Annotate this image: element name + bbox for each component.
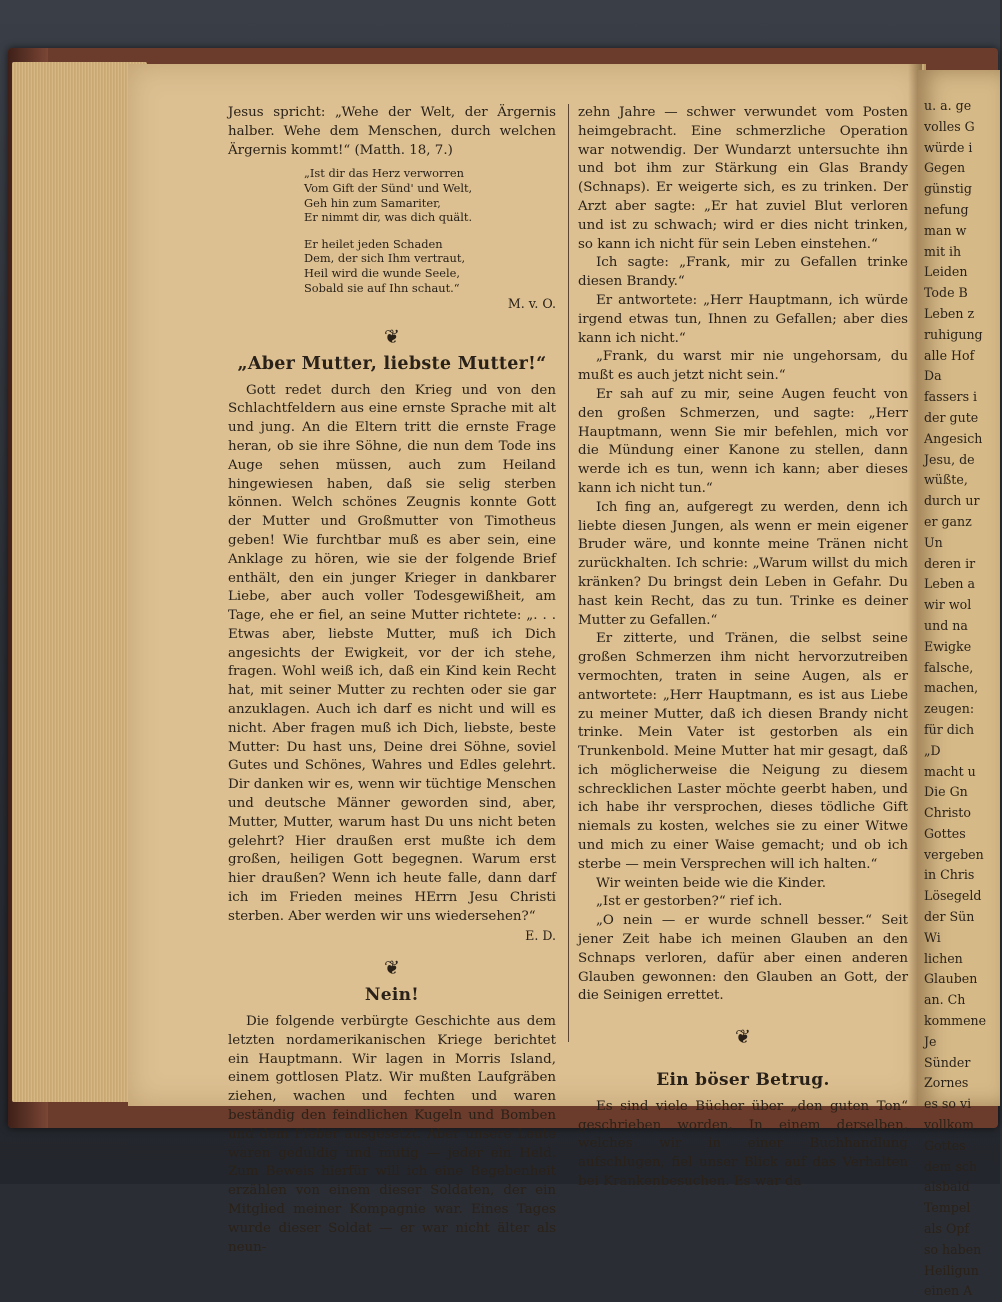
poem-stanza-gap — [304, 225, 556, 237]
right-page-line: alsbald — [924, 1179, 970, 1195]
right-page-line: Christo — [924, 805, 971, 821]
right-page-line: einen A — [924, 1283, 973, 1299]
right-page-line: der Sün — [924, 909, 975, 925]
right-page-line: Un — [924, 534, 943, 550]
right-page-line: Gottes — [924, 1137, 966, 1153]
right-page-line: wir wol — [924, 597, 972, 613]
right-page-line: macht u — [924, 763, 976, 779]
middle-paragraph: „O nein — er wurde schnell besser.“ Seit jener Zeit habe ich meinen Glauben an den Schnaps verloren, dafür aber einen anderen Glauben gewonnen: den Glauben an Gott, der die Seinigen errettet. — [578, 913, 908, 1004]
page-stack-edge — [12, 62, 147, 1102]
right-page-line: falsche, — [924, 659, 974, 675]
poem-line: „Ist dir das Herz verworren — [304, 166, 464, 181]
poem — [304, 166, 556, 295]
right-page-line: nefung — [924, 201, 969, 217]
middle-paragraph: Ich fing an, aufgeregt zu werden, denn ich liebte diesen Jungen, als wenn er mein eigener Bruder wäre, und konnte meine Tränen nicht zurückhalten. Ich schrie: „Warum willst du mich kränken? Du bringst dein Leben in Gefahr. Du hast kein Recht, das zu tun. Trinke es deiner Mutter zu Gefallen.“ — [578, 499, 908, 628]
column-rule — [568, 104, 569, 1042]
right-page-line: Glauben — [924, 971, 978, 987]
right-page-line: Leben a — [924, 576, 975, 592]
article-body-nein: Die folgende verbürgte Geschichte aus dem letzten nordamerikanischen Kriege berichtet ein Hauptmann. Wir lagen in Morris Island, einem gottlosen Platz. Wir mußten Laufgräben ziehen, wachen und fechten und waren beständig den feindlichen Kugeln und Bomben und dem Fieber ausgesetzt. Aber unsere Leute waren geduldig und mutig — jeder ein Held. Zum Beweis hierfür will ich eine Begebenheit erzählen von einem dieser Soldaten, der ein Mitglied meiner Kompagnie war. Eines Tages wurde dieser Soldat — er war nicht älter als neun- — [228, 1014, 556, 1255]
middle-paragraph: Ich sagte: „Frank, mir zu Gefallen trinke diesen Brandy.“ — [578, 255, 908, 290]
right-page-line: würde i — [924, 139, 973, 155]
right-page-line: ruhigung — [924, 326, 983, 342]
ornament-2: ❦ — [384, 957, 400, 980]
right-page-line: Sünder — [924, 1054, 971, 1070]
right-page-line: günstig — [924, 181, 972, 197]
right-page — [918, 70, 1000, 1299]
right-page-line: Gegen — [924, 160, 966, 176]
article-title-betrug: Ein böser Betrug. — [656, 1070, 830, 1091]
right-page-line: als Opf — [924, 1221, 970, 1237]
right-page-line: dem sch — [924, 1158, 978, 1174]
right-page-line: zeugen: — [924, 701, 975, 717]
right-page-line: Die Gn — [924, 784, 968, 800]
article-body-mutter: Gott redet durch den Krieg und von den Schlachtfeldern aus eine ernste Sprache mit alt und jung. An die Eltern tritt die ernste Frage heran, ob sie ihre Söhne, die nun dem Tode ins Auge sehen müssen, auch zum Heiland hingewiesen haben, daß sie selig sterben können. Welch schönes Zeugnis konnte Gott der Mutter und Großmutter von Timotheus geben! Wie furchtbar muß es aber sein, eine Anklage zu hören, wie sie der folgende Brief enthält, den ein junger Krieger in dankbarer Liebe, aber auch voller Todesgewißheit, am Tage, ehe er fiel, an seine Mutter richtete: „. . . Etwas aber, liebste Mutter, muß ich Dich angesichts der Ewigkeit, vor der ich stehe, fragen. Wohl weiß ich, daß ein Kind kein Recht hat, mit seiner Mutter zu rechten oder sie gar anzuklagen. Auch ich darf es nicht und will es nicht. Aber fragen muß ich Dich, liebste, beste Mutter: Du hast uns, Deine drei Söhne, soviel Gutes und Schönes, Wahres und Edles gelehrt. Dir danken wir es, wenn wir tüchtige Menschen und deutsche Männer geworden sind, aber, Mutter, Mutter, warum hast Du uns nicht beten gelehrt? Hier draußen erst mußte ich dem großen, heiligen Gott begegnen. Warum erst hier draußen? Wenn ich heute falle, dann darf ich im Frieden meines HErrn Jesu Christi sterben. Aber werden wir uns wiedersehen?“ — [228, 382, 556, 924]
poem-line: Dem, der sich Ihm vertraut, — [304, 251, 466, 266]
intro-quote: Jesus spricht: „Wehe der Welt, der Ärgernis halber. Wehe dem Menschen, durch welchen Ärgernis kommt!“ (Matth. 18, 7.) — [228, 105, 556, 158]
right-page-line: Heiligun — [924, 1262, 979, 1278]
article-title-mutter: „Aber Mutter, liebste Mutter!“ — [237, 353, 547, 374]
middle-paragraph: Wir weinten beide wie die Kinder. — [596, 875, 827, 891]
right-page-line: Zornes — [924, 1075, 969, 1091]
right-page-line: Jesu, de — [924, 451, 975, 467]
right-page-line: vergeben — [924, 846, 984, 862]
poem-line: Er nimmt dir, was dich quält. — [304, 210, 473, 225]
right-page-text — [924, 96, 1002, 1302]
right-page-line: Wi — [924, 929, 941, 945]
right-page-line: kommene — [924, 1013, 987, 1029]
right-page-line: Gottes — [924, 825, 966, 841]
middle-paragraph: „Ist er gestorben?“ rief ich. — [596, 894, 783, 910]
right-page-line: Leiden — [924, 264, 968, 280]
right-page-line: er ganz — [924, 513, 972, 529]
poem-line: Geh hin zum Samariter, — [304, 195, 441, 210]
right-page-line: und na — [924, 617, 968, 633]
right-page-line: durch ur — [924, 493, 980, 509]
article-title-nein: Nein! — [364, 985, 420, 1006]
poem-line: Sobald sie auf Ihn schaut.“ — [304, 280, 460, 295]
right-page-line: „D — [924, 742, 941, 758]
right-page-line: der gute — [924, 409, 979, 425]
right-page-line: für dich — [924, 721, 975, 737]
right-page-line: Tode B — [924, 285, 968, 301]
right-page-line: u. a. ge — [924, 98, 972, 113]
right-page-line: volles G — [924, 118, 975, 134]
right-page-line: Je — [924, 1033, 937, 1049]
middle-paragraph: Er sah auf zu mir, seine Augen feucht von den großen Schmerzen, und sagte: „Herr Hauptmann, wenn Sie mir befehlen, mich vor die Mündung einer Kanone zu stellen, dann werde ich es tun, wenn ich kann; aber dieses kann ich nicht tun.“ — [578, 386, 908, 496]
right-page-line: Leben z — [924, 305, 975, 321]
right-page-line: Lösegeld — [924, 888, 982, 904]
middle-paragraph: „Frank, du warst mir nie ungehorsam, du mußt es auch jetzt nicht sein.“ — [578, 349, 908, 384]
right-page-line: Tempel — [924, 1200, 971, 1216]
right-page-line: deren ir — [924, 555, 976, 571]
right-page-line: machen, — [924, 680, 979, 696]
poem-line: Vom Gift der Sünd' und Welt, — [304, 180, 473, 195]
right-page-line: man w — [924, 222, 967, 238]
ornament-1: ❦ — [384, 325, 400, 348]
right-page-line: so haben — [924, 1241, 982, 1257]
right-page-line: fassers i — [924, 389, 978, 405]
right-page-line: Ewigke — [924, 638, 972, 654]
right-page-line: an. Ch — [924, 992, 966, 1008]
poem-line: Er heilet jeden Schaden — [304, 236, 443, 251]
right-page-line: vollkom — [924, 1117, 974, 1133]
middle-column — [578, 104, 908, 1192]
ornament-3: ❦ — [735, 1026, 751, 1049]
right-page-line: mit ih — [924, 243, 962, 259]
middle-paragraphs — [578, 104, 908, 1006]
poem-line: Heil wird die wunde Seele, — [304, 265, 460, 280]
poem-signature: M. v. O. — [507, 296, 556, 312]
right-page-line: lichen — [924, 950, 963, 966]
right-page-line: Da — [924, 368, 942, 384]
article-body-betrug: Es sind viele Bücher über „den guten Ton“ geschrieben worden. In einem derselben, welches wir in einer Buchhandlung aufschlugen, fiel unser Blick auf das Verhalten bei Krankenbesuchen. Es war da — [578, 1098, 908, 1190]
right-page-line: wüßte, — [924, 472, 968, 488]
left-column — [228, 104, 556, 1257]
middle-paragraph: Er zitterte, und Tränen, die selbst seine großen Schmerzen ihm nicht hervorzutreiben vermochten, traten in seine Augen, als er antwortete: „Herr Hauptmann, es ist aus Liebe zu meiner Mutter, daß ich diesen Brandy nicht trinke. Mein Vater ist gestorben als ein Trunkenbold. Meine Mutter hat mir gesagt, daß ich möglicherweise die Neigung zu diesem schrecklichen Laster möchte geerbt haben, und ich habe ihr versprochen, dieses tödliche Gift niemals zu kosten, welches sie zu einer Witwe und mich zu einer Waise gemacht; und ob ich sterbe — mein Versprechen will ich halten.“ — [578, 631, 908, 872]
right-page-line: alle Hof — [924, 347, 975, 363]
middle-paragraph: zehn Jahre — schwer verwundet vom Posten heimgebracht. Eine schmerzliche Operation war notwendig. Der Wundarzt untersuchte ihn und bot ihm zur Stärkung ein Glas Brandy (Schnaps). Er weigerte sich, es zu trinken. Der Arzt aber sagte: „Er hat zuviel Blut verloren und ist zu schwach; wird er dies nicht trinken, so kann ich nicht für sein Leben einstehen.“ — [578, 105, 908, 252]
right-page-line: es so vi — [924, 1096, 972, 1112]
right-page-line: Angesich — [924, 430, 983, 446]
right-page-line: in Chris — [924, 867, 975, 883]
middle-paragraph: Er antwortete: „Herr Hauptmann, ich würde irgend etwas tun, Ihnen zu Gefallen; aber dies kann ich nicht.“ — [578, 292, 908, 346]
article-signature-mutter: E. D. — [525, 927, 556, 943]
